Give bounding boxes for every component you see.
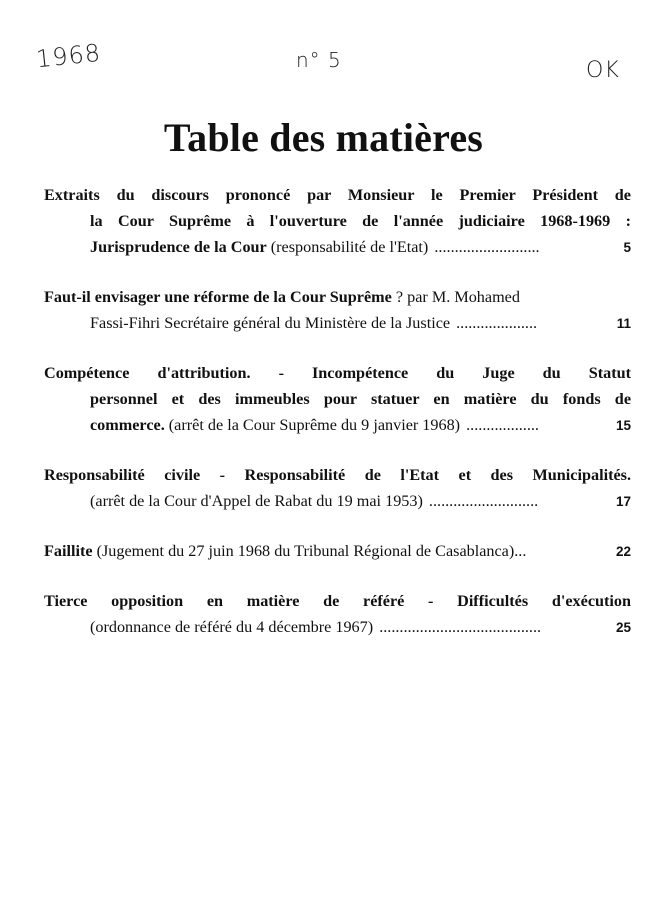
toc-entry-3-line-2: personnel et des immeubles pour statuer en matière du fonds de [90, 390, 631, 408]
toc-entry-2-line-1 [44, 284, 631, 310]
handwritten-number: n° 5 [296, 48, 342, 72]
toc-entry-4-line-1: Responsabilité civile - Responsabilité de l'Etat et des Municipalités. [44, 466, 631, 484]
toc-entry-1-line-2: la Cour Suprême à l'ouverture de l'année judiciaire 1968-1969 : [90, 212, 631, 230]
handwritten-ok-mark: OK [586, 58, 620, 83]
toc-entry-4-reference: (arrêt de la Cour d'Appel de Rabat du 19 mai 1953) [90, 492, 427, 510]
handwritten-year: 1968 [34, 38, 103, 74]
toc-entry-3-line-3 [44, 412, 631, 438]
toc-entry-3-page: 15 [615, 418, 631, 433]
toc-entry-4-dots: ........................... [428, 492, 539, 510]
toc-entry-2-page: 11 [616, 316, 631, 331]
toc-entry-1-line-1: Extraits du discours prononcé par Monsieur le Premier Président de [44, 186, 631, 204]
toc-entry-5[interactable] [44, 538, 631, 564]
toc-entry-1-reference: (responsabilité de l'Etat) [266, 238, 433, 256]
toc-entry-6-line-2 [44, 614, 631, 640]
table-of-contents [44, 182, 631, 640]
toc-entry-2[interactable] [44, 284, 631, 336]
toc-entry-6-page: 25 [615, 620, 631, 635]
toc-entry-4[interactable] [44, 462, 631, 514]
toc-entry-1-line-3 [44, 234, 631, 260]
toc-entry-3-subject: commerce. [90, 416, 165, 434]
toc-entry-5-page: 22 [615, 544, 631, 559]
toc-entry-4-line-2 [44, 488, 631, 514]
toc-entry-2-subject: Faut-il envisager une réforme de la Cour Suprême [44, 288, 392, 306]
toc-entry-6[interactable] [44, 588, 631, 640]
toc-entry-5-line-1 [44, 538, 631, 564]
toc-entry-2-reference: Fassi-Fihri Secrétaire général du Ministère de la Justice [90, 314, 455, 332]
toc-entry-3-reference: (arrêt de la Cour Suprême du 9 janvier 1968) [164, 416, 465, 434]
toc-entry-1-subject: Jurisprudence de la Cour [90, 238, 267, 256]
toc-entry-5-subject: Faillite [44, 542, 93, 560]
toc-entry-6-line-1: Tierce opposition en matière de référé - Difficultés d'exécution [44, 592, 631, 610]
toc-entry-6-reference: (ordonnance de référé du 4 décembre 1967) [90, 618, 378, 636]
toc-entry-2-line-2 [44, 310, 631, 336]
toc-entry-4-page: 17 [615, 494, 631, 509]
toc-entry-5-reference: (Jugement du 27 juin 1968 du Tribunal Régional de Casablanca)... [92, 542, 527, 560]
toc-entry-3-dots: .................. [466, 416, 539, 434]
toc-entry-2-dots: .................... [456, 314, 538, 332]
page-title: Table des matières [163, 115, 484, 160]
toc-entry-3[interactable] [44, 360, 631, 438]
toc-entry-3-line-1: Compétence d'attribution. - Incompétence du Juge du Statut [44, 364, 631, 382]
toc-entry-1-dots: .......................... [434, 238, 540, 256]
toc-entry-1-page: 5 [623, 240, 631, 255]
toc-entry-1[interactable] [44, 182, 631, 260]
toc-entry-6-dots: ........................................ [379, 618, 542, 636]
toc-entry-2-author: ? par M. Mohamed [391, 288, 520, 306]
